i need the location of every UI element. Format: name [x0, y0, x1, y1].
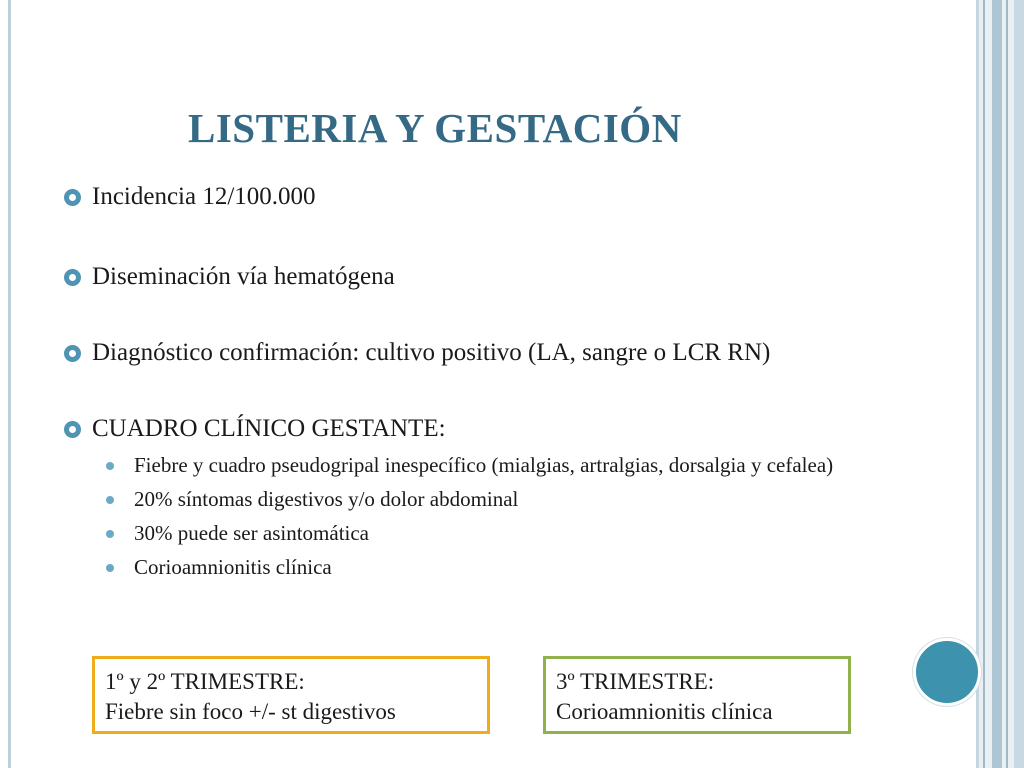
- bullet-item: [64, 182, 904, 212]
- slide-title: LISTERIA Y GESTACIÓN: [188, 105, 682, 151]
- box-text: Corioamnionitis clínica: [556, 699, 773, 724]
- sub-bullet-text: Fiebre y cuadro pseudogripal inespecífico (mialgias, artralgias, dorsalgia y cefalea): [134, 453, 834, 477]
- decorative-circle: [913, 638, 981, 706]
- box-heading: 1º y 2º TRIMESTRE:: [105, 669, 305, 694]
- dot-bullet-icon: [106, 564, 114, 572]
- sub-bullet-item: [106, 452, 904, 479]
- sub-bullet-text: 30% puede ser asintomática: [134, 521, 369, 545]
- right-decorative-frame: [976, 0, 1024, 768]
- box-text: Fiebre sin foco +/- st digestivos: [105, 699, 396, 724]
- trimester-1-2-box: [92, 656, 490, 734]
- sub-bullet-item: [106, 520, 904, 547]
- ring-bullet-icon: [64, 269, 81, 286]
- bullet-text: Diseminación vía hematógena: [92, 263, 395, 290]
- trimester-3-box: [543, 656, 851, 734]
- frame-stripe: [1006, 0, 1008, 768]
- bullet-text: CUADRO CLÍNICO GESTANTE:: [92, 415, 446, 442]
- frame-stripe: [1014, 0, 1024, 768]
- dot-bullet-icon: [106, 496, 114, 504]
- frame-stripe: [976, 0, 979, 768]
- sub-bullet-text: 20% síntomas digestivos y/o dolor abdominal: [134, 487, 519, 511]
- ring-bullet-icon: [64, 421, 81, 438]
- bullet-item: [64, 414, 904, 444]
- bullet-text: Incidencia 12/100.000: [92, 183, 316, 210]
- frame-stripe: [992, 0, 1002, 768]
- bullet-item: [64, 262, 904, 292]
- bullet-list: [64, 182, 904, 581]
- sub-bullet-text: Corioamnionitis clínica: [134, 555, 332, 579]
- box-heading: 3º TRIMESTRE:: [556, 669, 715, 694]
- ring-bullet-icon: [64, 189, 81, 206]
- left-frame-line: [8, 0, 11, 768]
- bullet-text: Diagnóstico confirmación: cultivo positivo (LA, sangre o LCR RN): [92, 339, 771, 366]
- dot-bullet-icon: [106, 462, 114, 470]
- bullet-item: [64, 338, 904, 368]
- ring-bullet-icon: [64, 345, 81, 362]
- sub-bullet-item: [106, 486, 904, 513]
- frame-stripe: [983, 0, 985, 768]
- sub-bullet-item: [106, 554, 904, 581]
- dot-bullet-icon: [106, 530, 114, 538]
